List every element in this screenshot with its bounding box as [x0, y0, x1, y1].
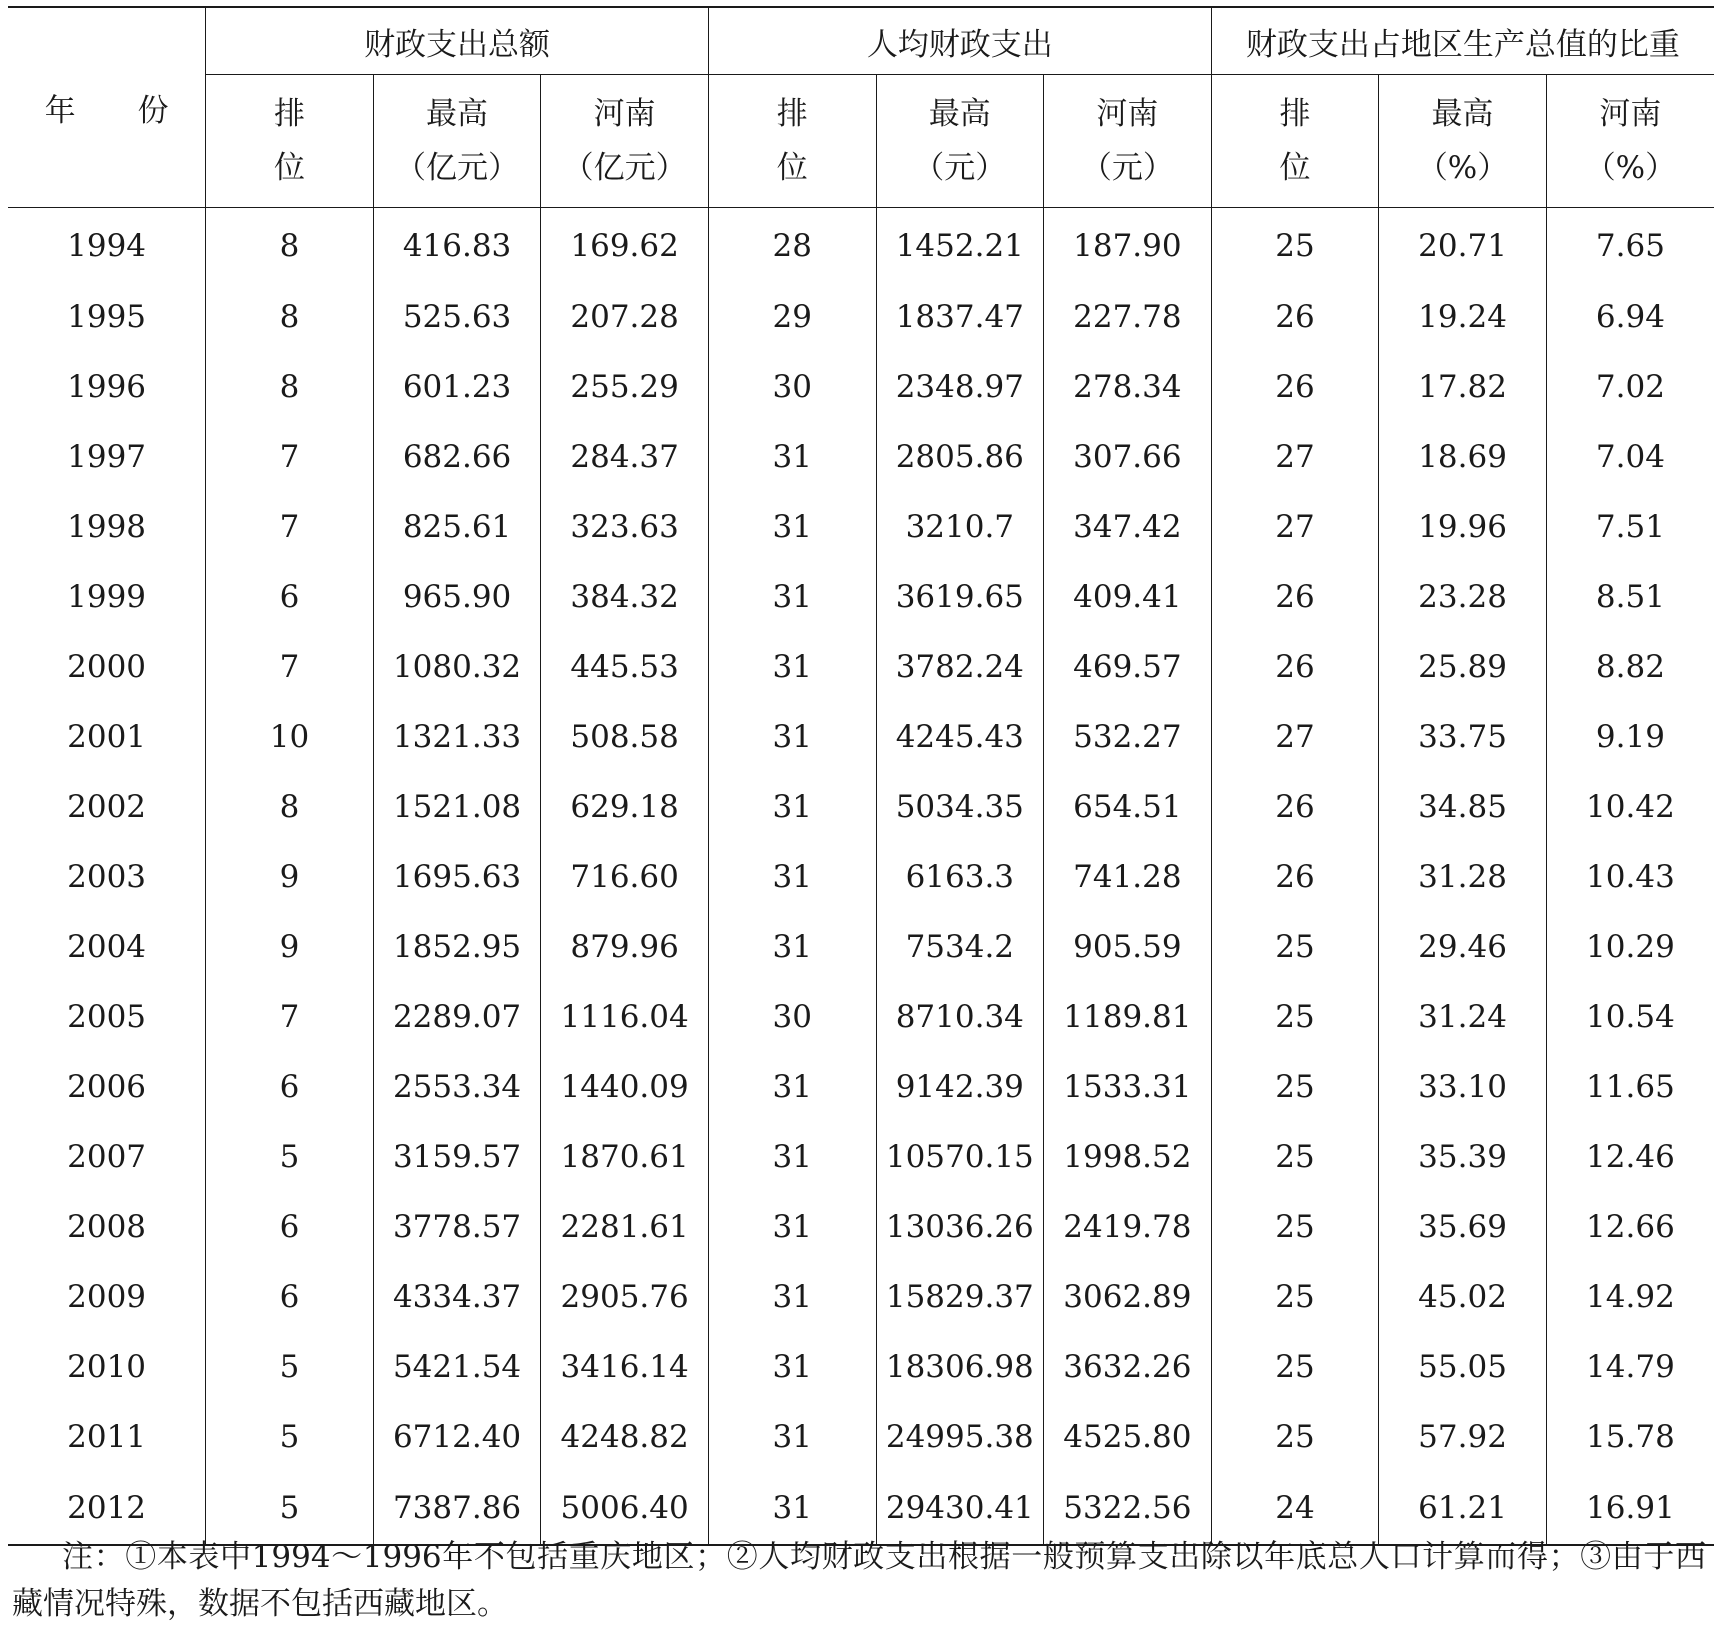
- gdp-share-henan-cell: 7.51: [1595, 509, 1665, 545]
- sub-header-rank: 排 位: [708, 75, 876, 208]
- sub-header-henan: 河南 （亿元）: [541, 75, 709, 208]
- per-capita-highest-cell: 13036.26: [876, 1192, 1044, 1262]
- total-rank-cell: 7: [206, 422, 374, 492]
- per-capita-highest-cell: 29430.41: [876, 1472, 1044, 1545]
- sub-header-highest: 最高 （亿元）: [373, 75, 541, 208]
- total-highest-cell: 6712.40: [373, 1402, 541, 1472]
- total-highest-cell: 7387.86: [373, 1472, 541, 1545]
- gdp-share-rank-cell: 26: [1211, 562, 1379, 632]
- gdp-share-henan-cell: 9.19: [1595, 719, 1665, 755]
- table-row: [8, 632, 1714, 702]
- total-henan-cell: 508.58: [541, 702, 709, 772]
- per-capita-henan-cell: 1533.31: [1044, 1052, 1212, 1122]
- year-cell: 2009: [8, 1262, 206, 1332]
- total-highest-cell: 1521.08: [373, 772, 541, 842]
- total-highest-cell: 1080.32: [373, 632, 541, 702]
- total-highest-cell: 682.66: [373, 422, 541, 492]
- per-capita-rank-cell: 31: [708, 1402, 876, 1472]
- total-henan-cell: 169.62: [541, 208, 709, 283]
- per-capita-highest-cell: 4245.43: [876, 702, 1044, 772]
- gdp-share-henan-cell: 8.51: [1595, 579, 1665, 615]
- gdp-share-highest-cell: 19.24: [1379, 282, 1547, 352]
- total-rank-cell: 7: [206, 492, 374, 562]
- gdp-share-henan-cell: 6.94: [1595, 299, 1665, 335]
- gdp-share-rank-cell: 25: [1211, 912, 1379, 982]
- per-capita-highest-cell: 24995.38: [876, 1402, 1044, 1472]
- gdp-share-henan-cell: 14.92: [1586, 1279, 1675, 1315]
- total-rank-cell: 5: [206, 1402, 374, 1472]
- year-header: 年 份: [8, 7, 206, 208]
- gdp-share-highest-cell: 34.85: [1379, 772, 1547, 842]
- year-cell: 2012: [8, 1472, 206, 1545]
- year-cell: 2001: [8, 702, 206, 772]
- per-capita-henan-cell: 5322.56: [1044, 1472, 1212, 1545]
- gdp-share-henan-cell: 14.79: [1586, 1349, 1675, 1385]
- gdp-share-rank-cell: 25: [1211, 1262, 1379, 1332]
- per-capita-rank-cell: 31: [708, 772, 876, 842]
- per-capita-rank-cell: 31: [708, 632, 876, 702]
- per-capita-highest-cell: 15829.37: [876, 1262, 1044, 1332]
- per-capita-rank-cell: 31: [708, 562, 876, 632]
- total-henan-cell: 2281.61: [541, 1192, 709, 1262]
- table-row: [8, 1402, 1714, 1472]
- year-cell: 2007: [8, 1122, 206, 1192]
- per-capita-highest-cell: 7534.2: [876, 912, 1044, 982]
- group-header-total: 财政支出总额: [206, 7, 709, 75]
- total-henan-cell: 255.29: [541, 352, 709, 422]
- gdp-share-henan-cell: 12.46: [1586, 1139, 1675, 1175]
- gdp-share-rank-cell: 24: [1211, 1472, 1379, 1545]
- table-body: [8, 208, 1714, 1546]
- per-capita-henan-cell: 187.90: [1044, 208, 1212, 283]
- table-footnote: 注：①本表中1994～1996年不包括重庆地区；②人均财政支出根据一般预算支出除以年底总人口计算而得；③由于西藏情况特殊，数据不包括西藏地区。: [12, 1539, 1706, 1622]
- gdp-share-highest-cell: 18.69: [1379, 422, 1547, 492]
- total-highest-cell: 825.61: [373, 492, 541, 562]
- gdp-share-henan-cell: 7.02: [1595, 369, 1665, 405]
- per-capita-highest-cell: 8710.34: [876, 982, 1044, 1052]
- per-capita-rank-cell: 31: [708, 842, 876, 912]
- total-rank-cell: 8: [206, 208, 374, 283]
- table-row: [8, 282, 1714, 352]
- total-rank-cell: 5: [206, 1472, 374, 1545]
- gdp-share-highest-cell: 45.02: [1379, 1262, 1547, 1332]
- year-cell: 1994: [8, 208, 206, 283]
- gdp-share-rank-cell: 27: [1211, 702, 1379, 772]
- year-cell: 2004: [8, 912, 206, 982]
- year-cell: 2008: [8, 1192, 206, 1262]
- total-highest-cell: 2289.07: [373, 982, 541, 1052]
- gdp-share-rank-cell: 25: [1211, 1192, 1379, 1262]
- year-cell: 1995: [8, 282, 206, 352]
- group-header-per-capita: 人均财政支出: [708, 7, 1211, 75]
- per-capita-rank-cell: 30: [708, 982, 876, 1052]
- total-henan-cell: 445.53: [541, 632, 709, 702]
- per-capita-henan-cell: 227.78: [1044, 282, 1212, 352]
- per-capita-henan-cell: 1189.81: [1044, 982, 1212, 1052]
- per-capita-henan-cell: 347.42: [1044, 492, 1212, 562]
- total-highest-cell: 1695.63: [373, 842, 541, 912]
- gdp-share-highest-cell: 19.96: [1379, 492, 1547, 562]
- sub-header-rank: 排 位: [1211, 75, 1379, 208]
- table-row: [8, 842, 1714, 912]
- per-capita-rank-cell: 31: [708, 422, 876, 492]
- per-capita-rank-cell: 31: [708, 702, 876, 772]
- per-capita-highest-cell: 3210.7: [876, 492, 1044, 562]
- table-row: [8, 1052, 1714, 1122]
- gdp-share-highest-cell: 35.39: [1379, 1122, 1547, 1192]
- gdp-share-henan-cell: 7.04: [1595, 439, 1665, 475]
- per-capita-highest-cell: 18306.98: [876, 1332, 1044, 1402]
- total-henan-cell: 879.96: [541, 912, 709, 982]
- year-cell: 2002: [8, 772, 206, 842]
- sub-header-henan: 河南 （元）: [1044, 75, 1212, 208]
- year-cell: 1999: [8, 562, 206, 632]
- gdp-share-highest-cell: 17.82: [1379, 352, 1547, 422]
- table-header: [8, 7, 1714, 208]
- gdp-share-highest-cell: 55.05: [1379, 1332, 1547, 1402]
- per-capita-rank-cell: 31: [708, 492, 876, 562]
- group-header-gdp-share: 财政支出占地区生产总值的比重: [1211, 7, 1714, 75]
- year-cell: 2006: [8, 1052, 206, 1122]
- gdp-share-henan-cell: 12.66: [1586, 1209, 1675, 1245]
- per-capita-highest-cell: 2805.86: [876, 422, 1044, 492]
- total-henan-cell: 4248.82: [541, 1402, 709, 1472]
- gdp-share-rank-cell: 26: [1211, 352, 1379, 422]
- gdp-share-highest-cell: 33.75: [1379, 702, 1547, 772]
- total-rank-cell: 8: [206, 772, 374, 842]
- per-capita-henan-cell: 278.34: [1044, 352, 1212, 422]
- per-capita-rank-cell: 31: [708, 1262, 876, 1332]
- gdp-share-henan-cell: 8.82: [1595, 649, 1665, 685]
- per-capita-henan-cell: 307.66: [1044, 422, 1212, 492]
- gdp-share-rank-cell: 27: [1211, 422, 1379, 492]
- table-row: [8, 702, 1714, 772]
- gdp-share-rank-cell: 26: [1211, 632, 1379, 702]
- total-rank-cell: 6: [206, 1192, 374, 1262]
- table-row: [8, 912, 1714, 982]
- per-capita-henan-cell: 741.28: [1044, 842, 1212, 912]
- total-rank-cell: 6: [206, 1262, 374, 1332]
- total-henan-cell: 3416.14: [541, 1332, 709, 1402]
- gdp-share-henan-cell: 11.65: [1586, 1069, 1675, 1105]
- year-cell: 1996: [8, 352, 206, 422]
- per-capita-rank-cell: 31: [708, 1122, 876, 1192]
- total-rank-cell: 6: [206, 562, 374, 632]
- total-henan-cell: 1870.61: [541, 1122, 709, 1192]
- gdp-share-rank-cell: 25: [1211, 1052, 1379, 1122]
- gdp-share-rank-cell: 25: [1211, 208, 1379, 283]
- year-cell: 2010: [8, 1332, 206, 1402]
- total-henan-cell: 323.63: [541, 492, 709, 562]
- per-capita-henan-cell: 469.57: [1044, 632, 1212, 702]
- gdp-share-rank-cell: 26: [1211, 772, 1379, 842]
- gdp-share-highest-cell: 29.46: [1379, 912, 1547, 982]
- per-capita-highest-cell: 1452.21: [876, 208, 1044, 283]
- per-capita-henan-cell: 409.41: [1044, 562, 1212, 632]
- per-capita-highest-cell: 9142.39: [876, 1052, 1044, 1122]
- sub-header-henan: 河南 （%）: [1546, 75, 1714, 208]
- year-cell: 2011: [8, 1402, 206, 1472]
- per-capita-highest-cell: 2348.97: [876, 352, 1044, 422]
- table-row: [8, 982, 1714, 1052]
- table-row: [8, 1262, 1714, 1332]
- total-rank-cell: 9: [206, 842, 374, 912]
- per-capita-rank-cell: 31: [708, 1052, 876, 1122]
- gdp-share-highest-cell: 57.92: [1379, 1402, 1547, 1472]
- gdp-share-highest-cell: 20.71: [1379, 208, 1547, 283]
- per-capita-henan-cell: 3632.26: [1044, 1332, 1212, 1402]
- total-highest-cell: 3778.57: [373, 1192, 541, 1262]
- total-rank-cell: 6: [206, 1052, 374, 1122]
- table-row: [8, 492, 1714, 562]
- total-henan-cell: 716.60: [541, 842, 709, 912]
- gdp-share-highest-cell: 23.28: [1379, 562, 1547, 632]
- per-capita-rank-cell: 30: [708, 352, 876, 422]
- total-henan-cell: 1116.04: [541, 982, 709, 1052]
- per-capita-highest-cell: 10570.15: [876, 1122, 1044, 1192]
- total-henan-cell: 384.32: [541, 562, 709, 632]
- total-highest-cell: 4334.37: [373, 1262, 541, 1332]
- total-rank-cell: 7: [206, 982, 374, 1052]
- fiscal-expenditure-table: [8, 6, 1714, 1546]
- total-rank-cell: 8: [206, 282, 374, 352]
- gdp-share-henan-cell: 10.54: [1586, 999, 1675, 1035]
- gdp-share-rank-cell: 26: [1211, 842, 1379, 912]
- table-row: [8, 422, 1714, 492]
- gdp-share-henan-cell: 16.91: [1546, 1472, 1714, 1545]
- year-cell: 2005: [8, 982, 206, 1052]
- gdp-share-highest-cell: 31.28: [1379, 842, 1547, 912]
- gdp-share-highest-cell: 35.69: [1379, 1192, 1547, 1262]
- total-highest-cell: 3159.57: [373, 1122, 541, 1192]
- table-row: [8, 352, 1714, 422]
- table-row: [8, 208, 1714, 283]
- sub-header-highest: 最高 （%）: [1379, 75, 1547, 208]
- total-highest-cell: 601.23: [373, 352, 541, 422]
- total-henan-cell: 207.28: [541, 282, 709, 352]
- per-capita-rank-cell: 28: [708, 208, 876, 283]
- total-highest-cell: 5421.54: [373, 1332, 541, 1402]
- total-highest-cell: 416.83: [373, 208, 541, 283]
- gdp-share-rank-cell: 27: [1211, 492, 1379, 562]
- total-highest-cell: 1321.33: [373, 702, 541, 772]
- sub-header-highest: 最高 （元）: [876, 75, 1044, 208]
- per-capita-highest-cell: 3782.24: [876, 632, 1044, 702]
- per-capita-highest-cell: 1837.47: [876, 282, 1044, 352]
- per-capita-highest-cell: 6163.3: [876, 842, 1044, 912]
- gdp-share-rank-cell: 25: [1211, 1122, 1379, 1192]
- year-cell: 1997: [8, 422, 206, 492]
- gdp-share-highest-cell: 31.24: [1379, 982, 1547, 1052]
- total-highest-cell: 1852.95: [373, 912, 541, 982]
- gdp-share-highest-cell: 61.21: [1379, 1472, 1547, 1545]
- sub-header-rank: 排 位: [206, 75, 374, 208]
- table-row: [8, 1332, 1714, 1402]
- total-rank-cell: 5: [206, 1332, 374, 1402]
- total-rank-cell: 10: [206, 702, 374, 772]
- gdp-share-henan-cell: 7.65: [1595, 228, 1665, 264]
- year-cell: 1998: [8, 492, 206, 562]
- gdp-share-rank-cell: 26: [1211, 282, 1379, 352]
- per-capita-highest-cell: 5034.35: [876, 772, 1044, 842]
- gdp-share-highest-cell: 33.10: [1379, 1052, 1547, 1122]
- per-capita-rank-cell: 31: [708, 912, 876, 982]
- table-row: [8, 772, 1714, 842]
- per-capita-rank-cell: 31: [708, 1332, 876, 1402]
- gdp-share-henan-cell: 10.43: [1586, 859, 1675, 895]
- year-cell: 2000: [8, 632, 206, 702]
- per-capita-rank-cell: 31: [708, 1472, 876, 1545]
- per-capita-henan-cell: 532.27: [1044, 702, 1212, 772]
- per-capita-henan-cell: 1998.52: [1044, 1122, 1212, 1192]
- per-capita-rank-cell: 29: [708, 282, 876, 352]
- total-henan-cell: 2905.76: [541, 1262, 709, 1332]
- gdp-share-henan-cell: 15.78: [1586, 1419, 1675, 1455]
- total-henan-cell: 5006.40: [541, 1472, 709, 1545]
- per-capita-henan-cell: 3062.89: [1044, 1262, 1212, 1332]
- table-row: [8, 1192, 1714, 1262]
- total-henan-cell: 284.37: [541, 422, 709, 492]
- total-rank-cell: 7: [206, 632, 374, 702]
- per-capita-henan-cell: 2419.78: [1044, 1192, 1212, 1262]
- per-capita-henan-cell: 905.59: [1044, 912, 1212, 982]
- gdp-share-rank-cell: 25: [1211, 1402, 1379, 1472]
- total-highest-cell: 965.90: [373, 562, 541, 632]
- gdp-share-rank-cell: 25: [1211, 1332, 1379, 1402]
- total-highest-cell: 525.63: [373, 282, 541, 352]
- gdp-share-rank-cell: 25: [1211, 982, 1379, 1052]
- gdp-share-highest-cell: 25.89: [1379, 632, 1547, 702]
- per-capita-henan-cell: 4525.80: [1044, 1402, 1212, 1472]
- total-henan-cell: 1440.09: [541, 1052, 709, 1122]
- per-capita-henan-cell: 654.51: [1044, 772, 1212, 842]
- year-cell: 2003: [8, 842, 206, 912]
- gdp-share-henan-cell: 10.29: [1586, 929, 1675, 965]
- total-rank-cell: 8: [206, 352, 374, 422]
- table-row: [8, 562, 1714, 632]
- total-highest-cell: 2553.34: [373, 1052, 541, 1122]
- per-capita-rank-cell: 31: [708, 1192, 876, 1262]
- per-capita-highest-cell: 3619.65: [876, 562, 1044, 632]
- total-henan-cell: 629.18: [541, 772, 709, 842]
- table-row: [8, 1122, 1714, 1192]
- total-rank-cell: 9: [206, 912, 374, 982]
- total-rank-cell: 5: [206, 1122, 374, 1192]
- gdp-share-henan-cell: 10.42: [1586, 789, 1675, 825]
